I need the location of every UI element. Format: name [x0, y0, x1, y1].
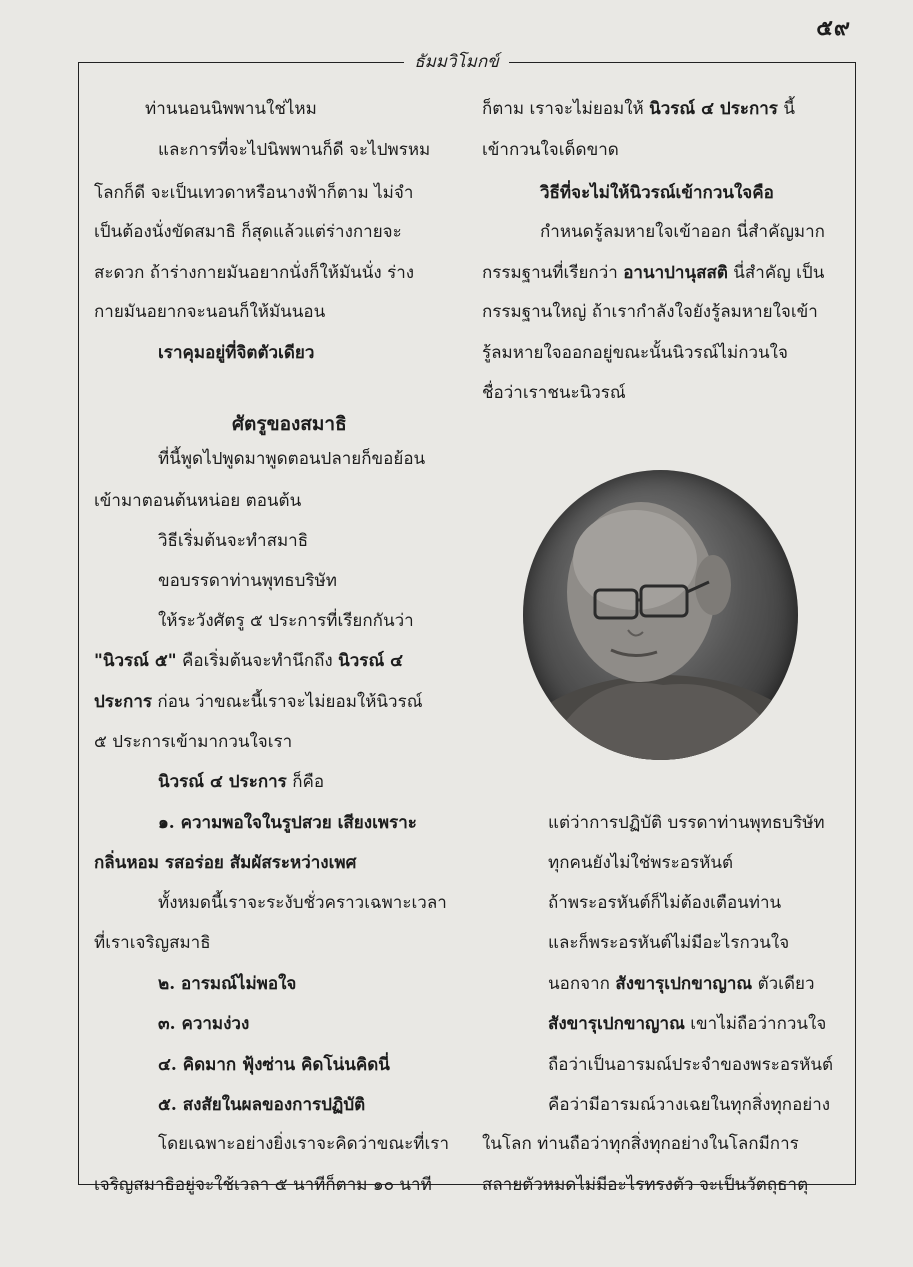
prakan-line — [94, 691, 423, 713]
text-line: ทุกคนยังไม่ใช่พระอรหันต์ — [548, 853, 734, 873]
bold-line: เราคุมอยู่ที่จิตตัวเดียว — [158, 343, 315, 363]
prakan-text: ก่อน ว่าขณะนี้เราจะไม่ยอมให้นิวรณ์ — [152, 692, 423, 712]
text-line: ที่นี้พูดไปพูดมาพูดตอนปลายก็ขอย้อน — [158, 449, 426, 469]
text-line: เจริญสมาธิอยู่จะใช้เวลา ๕ นาทีก็ตาม ๑๐ นาที — [94, 1175, 432, 1195]
monk-portrait-photo — [523, 470, 798, 760]
text-line: กรรมฐานใหญ่ ถ้าเรากำลังใจยังรู้ลมหายใจเข้า — [482, 302, 818, 322]
text-line: ท่านนอนนิพพานใช่ไหม — [145, 99, 317, 119]
text-line: วิธีเริ่มต้นจะทำสมาธิ — [158, 531, 309, 551]
section-heading: ศัตรูของสมาธิ — [232, 413, 347, 435]
text-line: ให้ระวังศัตรู ๕ ประการที่เรียกกันว่า — [158, 611, 414, 631]
list-intro-text: ก็คือ — [286, 772, 325, 792]
text-line: รู้ลมหายใจออกอยู่ขณะนั้นนิวรณ์ไม่กวนใจ — [482, 343, 788, 363]
text-span: เขาไม่ถือว่ากวนใจ — [684, 1014, 827, 1034]
header-title-text: ธัมมวิโมกข์ — [404, 52, 509, 72]
text-line: กำหนดรู้ลมหายใจเข้าออก นี่สำคัญมาก — [540, 222, 825, 242]
text-line: ที่เราเจริญสมาธิ — [94, 933, 211, 953]
bold-span: สังขารุเปกขาญาณ — [548, 1014, 685, 1034]
text-line: เข้ามาตอนต้นหน่อย ตอนต้น — [94, 491, 302, 511]
bold-line: วิธีที่จะไม่ให้นิวรณ์เข้ากวนใจคือ — [540, 183, 774, 203]
text-line: และก็พระอรหันต์ไม่มีอะไรกวนใจ — [548, 933, 790, 953]
text-line: ถือว่าเป็นอารมณ์ประจำของพระอรหันต์ — [548, 1055, 834, 1075]
prakan-bold: ประการ — [94, 692, 153, 712]
text-span: ก็ตาม เราจะไม่ยอมให้ — [482, 99, 650, 119]
list-item: ๕. สงสัยในผลของการปฏิบัติ — [158, 1095, 366, 1115]
list-item: ๑. ความพอใจในรูปสวย เสียงเพราะ — [158, 813, 417, 833]
text-line: แต่ว่าการปฏิบัติ บรรดาท่านพุทธบริษัท — [548, 813, 825, 833]
bold-span: สังขารุเปกขาญาณ — [615, 974, 753, 994]
text-line: สะดวก ถ้าร่างกายมันอยากนั่งก็ให้มันนั่ง ร่าง — [94, 263, 415, 283]
text-line: ๕ ประการเข้ามากวนใจเรา — [94, 732, 293, 752]
nivarana-line — [94, 650, 403, 672]
text-line: ขอบรรดาท่านพุทธบริษัท — [158, 571, 337, 591]
text-span: นอกจาก — [548, 974, 616, 994]
text-line: โลกก็ดี จะเป็นเทวดาหรือนางฟ้าก็ตาม ไม่จำ — [94, 183, 414, 203]
text-line: ในโลก ท่านถือว่าทุกสิ่งทุกอย่างในโลกมีการ — [482, 1134, 799, 1154]
text-span: นี้ — [777, 99, 795, 119]
text-line — [548, 973, 815, 995]
text-line: สลายตัวหมดไม่มีอะไรทรงตัว จะเป็นวัตถุธาตุ — [482, 1175, 809, 1195]
text-line: เข้ากวนใจเด็ดขาด — [482, 140, 619, 160]
list-item: ๔. คิดมาก ฟุ้งซ่าน คิดโน่นคิดนี่ — [158, 1055, 390, 1075]
text-line: ทั้งหมดนี้เราจะระงับชั่วคราวเฉพาะเวลา — [158, 893, 447, 913]
text-line — [548, 1013, 826, 1035]
text-line: คือว่ามีอารมณ์วางเฉยในทุกสิ่งทุกอย่าง — [548, 1095, 831, 1115]
list-item: ๓. ความง่วง — [158, 1014, 250, 1034]
bold-span: อานาปานุสสติ — [623, 263, 728, 283]
text-line: เป็นต้องนั่งขัดสมาธิ ก็สุดแล้วแต่ร่างกายจะ — [94, 222, 402, 242]
text-line: โดยเฉพาะอย่างยิ่งเราจะคิดว่าขณะที่เรา — [158, 1134, 449, 1154]
list-item-continued: กลิ่นหอม รสอร่อย สัมผัสระหว่างเพศ — [94, 853, 357, 873]
list-intro — [158, 771, 324, 793]
list-intro-bold: นิวรณ์ ๔ ประการ — [158, 772, 287, 792]
text-span: กรรมฐานที่เรียกว่า — [482, 263, 624, 283]
text-line — [482, 98, 795, 120]
text-span: นี่สำคัญ เป็น — [727, 263, 825, 283]
text-line: ชื่อว่าเราชนะนิวรณ์ — [482, 383, 626, 403]
list-item: ๒. อารมณ์ไม่พอใจ — [158, 974, 297, 994]
text-line: ถ้าพระอรหันต์ก็ไม่ต้องเตือนท่าน — [548, 893, 782, 913]
bold-span: นิวรณ์ ๔ ประการ — [649, 99, 778, 119]
text-span: ตัวเดียว — [752, 974, 815, 994]
nivarana-bold: นิวรณ์ ๔ — [338, 651, 403, 671]
portrait-illustration — [523, 470, 798, 760]
nivarana-text: คือเริ่มต้นจะทำนึกถึง — [176, 651, 339, 671]
nivarana-quote: "นิวรณ์ ๕" — [94, 651, 177, 671]
page-number: ๕๙ — [816, 15, 851, 41]
text-line: กายมันอยากจะนอนก็ให้มันนอน — [94, 302, 326, 322]
text-line — [482, 262, 824, 284]
text-line: และการที่จะไปนิพพานก็ดี จะไปพรหม — [158, 140, 431, 160]
